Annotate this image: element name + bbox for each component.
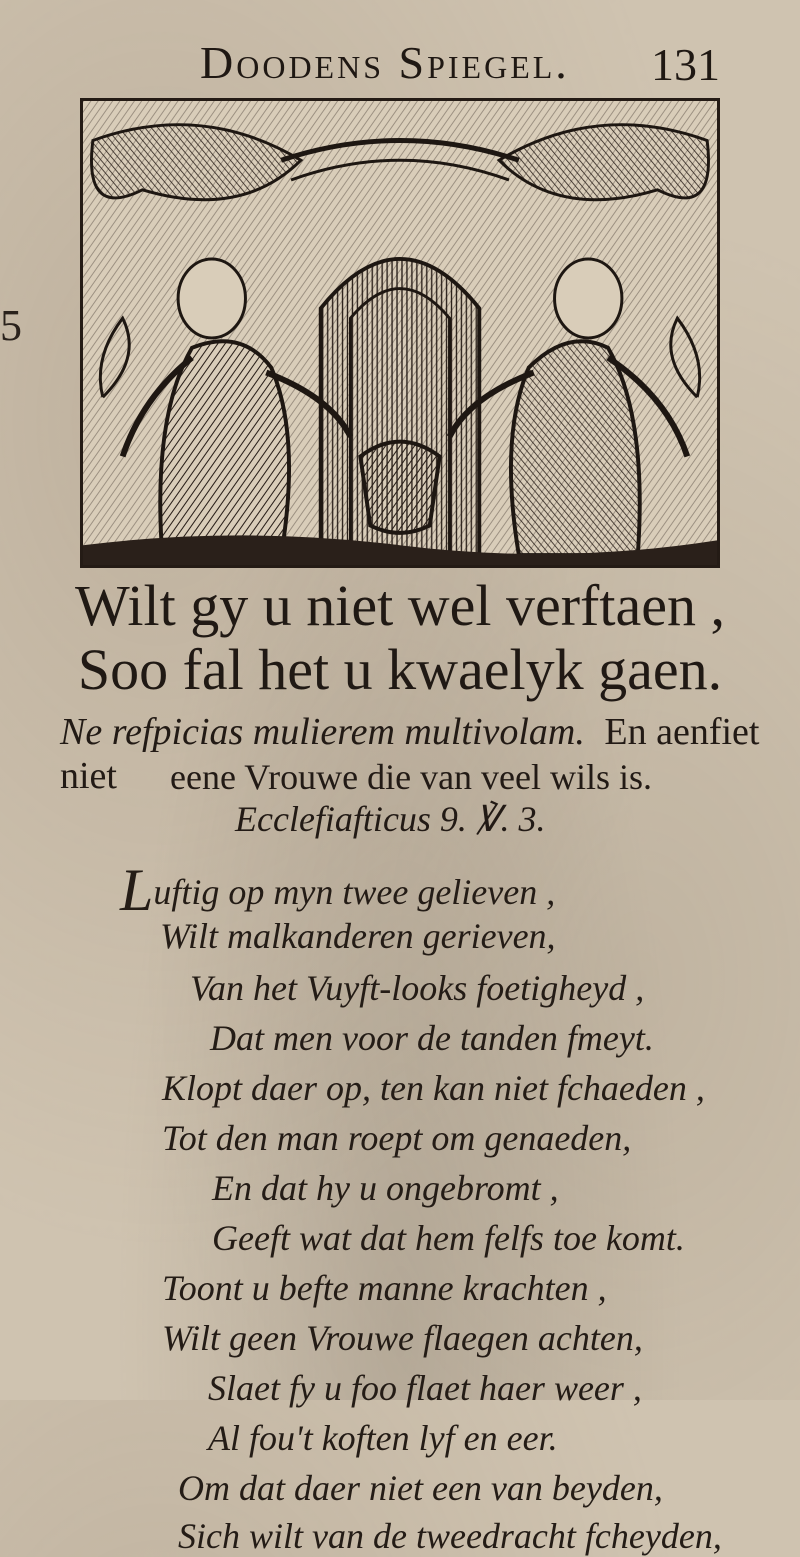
poem-line: Dat men voor de tanden fmeyt.	[210, 1018, 654, 1058]
poem-line: Slaet fy u foo flaet haer weer ,	[208, 1368, 642, 1408]
poem-line: Geeft wat dat hem felfs toe komt.	[212, 1218, 685, 1258]
poem-line: Klopt daer op, ten kan niet fchaeden ,	[162, 1068, 705, 1108]
latin-quote: Ne refpicias mulierem multivolam.	[60, 711, 585, 753]
page-number: 131	[651, 39, 720, 90]
poem-line: En dat hy u ongebromt ,	[212, 1168, 559, 1208]
poem-line: Tot den man roept om genaeden,	[162, 1118, 632, 1158]
poem-line: Van het Vuyft-looks foetigheyd ,	[190, 968, 645, 1008]
margin-note: 5	[0, 301, 22, 350]
running-head	[170, 28, 730, 88]
woodcut-illustration	[80, 98, 720, 568]
scripture-citation: Ecclefiafticus 9. ℣. 3.	[235, 799, 546, 839]
couplet-line-1: Wilt gy u niet wel verftaen ,	[75, 573, 725, 638]
dutch-translation-end: eene Vrouwe die van veel wils is.	[170, 757, 653, 797]
dutch-translation-start: En aenfiet niet	[60, 711, 760, 797]
poem-line: Wilt malkanderen gerieven,	[160, 916, 556, 956]
poem-line: Sich wilt van de tweedracht fcheyden,	[178, 1516, 722, 1556]
running-title: Doodens Spiegel.	[200, 37, 570, 88]
poem-line: Toont u befte manne krachten ,	[162, 1268, 607, 1308]
poem-line: Al fou't koften lyf en eer.	[208, 1418, 558, 1458]
poem-line: Luftig op myn twee gelieven ,	[120, 857, 556, 923]
poem-line: Wilt geen Vrouwe flaegen achten,	[162, 1318, 643, 1358]
poem-line: Om dat daer niet een van beyden,	[178, 1468, 663, 1508]
drop-initial: L	[120, 857, 154, 923]
couplet-line-2: Soo fal het u kwaelyk gaen.	[77, 637, 723, 702]
woodcut-engraving-icon	[83, 101, 717, 565]
